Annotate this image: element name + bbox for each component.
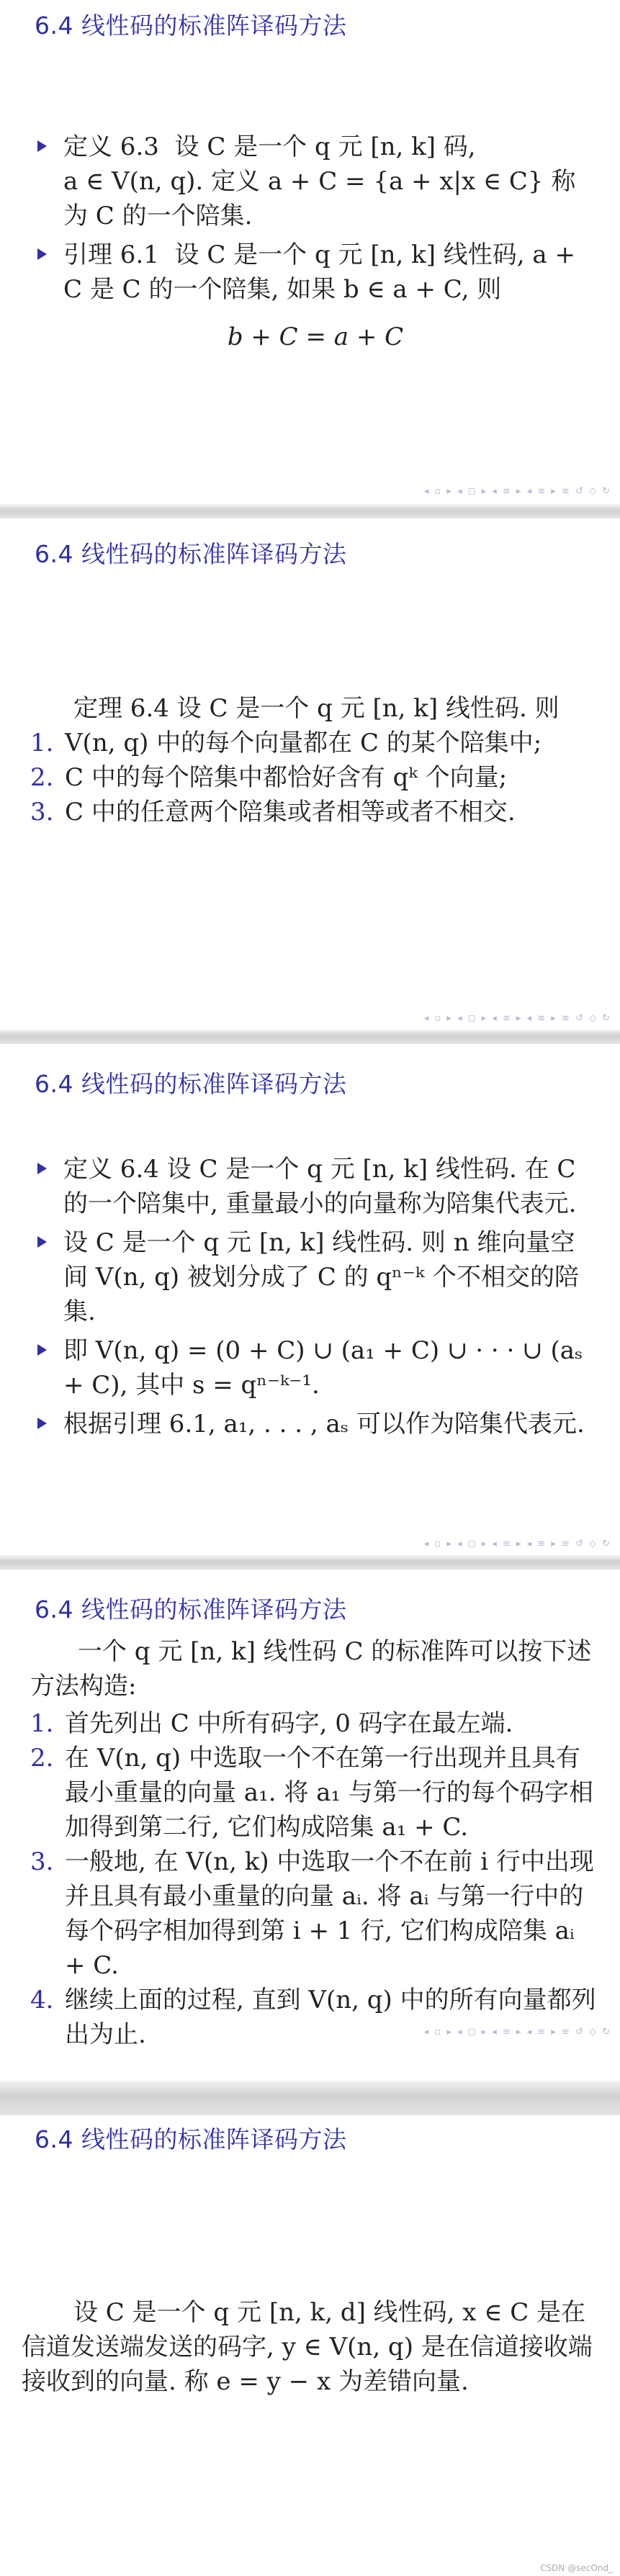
list-item: [35, 1152, 596, 1221]
lemma-text: 设 C 是一个 q 元 [n, k] 线性码, a + C 是 C 的一个陪集, 如果 b ∈ a + C, 则: [63, 240, 575, 304]
slide-1: [0, 0, 620, 504]
slide-divider: [0, 1555, 620, 1570]
lemma-label: 引理 6.1: [63, 240, 159, 269]
item-text: 即 V(n, q) = (0 + C) ∪ (a₁ + C) ∪ · · · ∪ (aₛ + C), 其中 s = qⁿ⁻ᵏ⁻¹.: [63, 1336, 583, 1400]
list-item: [35, 238, 596, 307]
list-item: [30, 726, 592, 760]
bullet-triangle-icon: [37, 1344, 47, 1356]
item-text: V(n, q) 中的每个向量都在 C 的某个陪集中;: [65, 729, 542, 757]
bullet-triangle-icon: [37, 1418, 47, 1429]
bullet-triangle-icon: [37, 1163, 47, 1174]
slide-divider: [0, 504, 620, 518]
list-item: [35, 1333, 596, 1402]
navigation-bar[interactable]: ◂ ▫ ▸ ◂ ◻ ▸ ◂ ≡ ▸ ◂ ≡ ▸ ≡ ↺ ◇ ↻: [423, 1013, 611, 1024]
list-item: [35, 1407, 596, 1441]
slide-title: 6.4 线性码的标准阵译码方法: [35, 1595, 347, 1623]
list-item: [30, 1706, 599, 1741]
list-item: [30, 760, 592, 795]
bullet-triangle-icon: [37, 140, 47, 152]
item-text: 设 C 是一个 q 元 [n, k] 线性码. 则 n 维向量空间 V(n, q) 被划分成了 C 的 qⁿ⁻ᵏ 个不相交的陪集.: [63, 1228, 580, 1326]
slide-body: [22, 2295, 598, 2399]
slide-title: 6.4 线性码的标准阵译码方法: [35, 12, 347, 40]
slide-title: 6.4 线性码的标准阵译码方法: [35, 2125, 347, 2153]
list-item: [30, 1741, 599, 1845]
navigation-bar[interactable]: ◂ ▫ ▸ ◂ ◻ ▸ ◂ ≡ ▸ ◂ ≡ ▸ ≡ ↺ ◇ ↻: [423, 2027, 611, 2037]
slide-body: [30, 691, 592, 829]
definition-label: 定义 6.3: [63, 132, 159, 161]
item-text: 在 V(n, q) 中选取一个不在第一行出现并且具有最小重量的向量 a₁. 将 a₁ 与第一行的每个码字相加得到第二行, 它们构成陪集 a₁ + C.: [65, 1744, 593, 1842]
bullet-triangle-icon: [37, 1236, 47, 1248]
definition-text: 设 C 是一个 q 元 [n, k] 码,: [174, 132, 476, 161]
slide-title: 6.4 线性码的标准阵译码方法: [35, 1070, 347, 1098]
construction-lead: 一个 q 元 [n, k] 线性码 C 的标准阵可以按下述方法构造:: [30, 1637, 592, 1701]
list-item: [30, 795, 592, 829]
formula: b + C = a + C: [227, 323, 404, 351]
item-number: 2.: [30, 1744, 54, 1773]
watermark: CSDN @secOnd_: [540, 2563, 613, 2573]
slide-body: [35, 1152, 596, 1446]
bullet-triangle-icon: [37, 248, 47, 260]
navigation-bar[interactable]: ◂ ▫ ▸ ◂ ◻ ▸ ◂ ≡ ▸ ◂ ≡ ▸ ≡ ↺ ◇ ↻: [423, 1539, 611, 1549]
item-text: 首先列出 C 中所有码字, 0 码字在最左端.: [65, 1709, 513, 1738]
slide-divider: [0, 1030, 620, 1044]
slide-divider: [0, 2081, 620, 2115]
slide-5: [0, 2115, 620, 2576]
item-text: 根据引理 6.1, a₁, . . . , aₛ 可以作为陪集代表元.: [63, 1410, 585, 1438]
slide-2: [0, 518, 620, 1030]
list-item: [30, 1983, 599, 2052]
definition-text-cont: a ∈ V(n, q). 定义 a + C = {a + x|x ∈ C} 称为 C 的一个陪集.: [63, 167, 576, 230]
item-text: 定义 6.4 设 C 是一个 q 元 [n, k] 线性码. 在 C 的一个陪集中, 重量最小的向量称为陪集代表元.: [63, 1155, 577, 1218]
paragraph: 设 C 是一个 q 元 [n, k, d] 线性码, x ∈ C 是在信道发送端发送的码字, y ∈ V(n, q) 是在信道接收端接收到的向量. 称 e = y − x 为差错向量.: [22, 2298, 593, 2396]
item-number: 3.: [30, 1847, 54, 1876]
item-text: 一般地, 在 V(n, k) 中选取一个不在前 i 行中出现并且具有最小重量的向量 aᵢ. 将 aᵢ 与第一行中的每个码字相加得到第 i + 1 行, 它们构成陪集 aᵢ + C.: [65, 1847, 594, 1980]
slide-3: [0, 1044, 620, 1555]
navigation-bar[interactable]: ◂ ▫ ▸ ◂ ◻ ▸ ◂ ≡ ▸ ◂ ≡ ▸ ≡ ↺ ◇ ↻: [423, 486, 611, 497]
slide-body: [30, 1634, 599, 2052]
item-number: 3.: [30, 798, 54, 827]
item-number: 1.: [30, 729, 54, 757]
slide-title: 6.4 线性码的标准阵译码方法: [35, 540, 347, 568]
item-number: 1.: [30, 1709, 54, 1738]
slide-body: [35, 130, 596, 354]
item-number: 4.: [30, 1986, 54, 2014]
theorem-lead: 定理 6.4 设 C 是一个 q 元 [n, k] 线性码. 则: [73, 694, 560, 723]
list-item: [35, 130, 596, 233]
slide-4: [0, 1570, 620, 2081]
item-text: 继续上面的过程, 直到 V(n, q) 中的所有向量都列出为止.: [65, 1986, 596, 2049]
item-number: 2.: [30, 763, 54, 792]
list-item: [35, 1225, 596, 1329]
list-item: [30, 1845, 599, 1983]
item-text: C 中的任意两个陪集或者相等或者不相交.: [65, 798, 516, 827]
item-text: C 中的每个陪集中都恰好含有 qᵏ 个向量;: [65, 763, 508, 792]
